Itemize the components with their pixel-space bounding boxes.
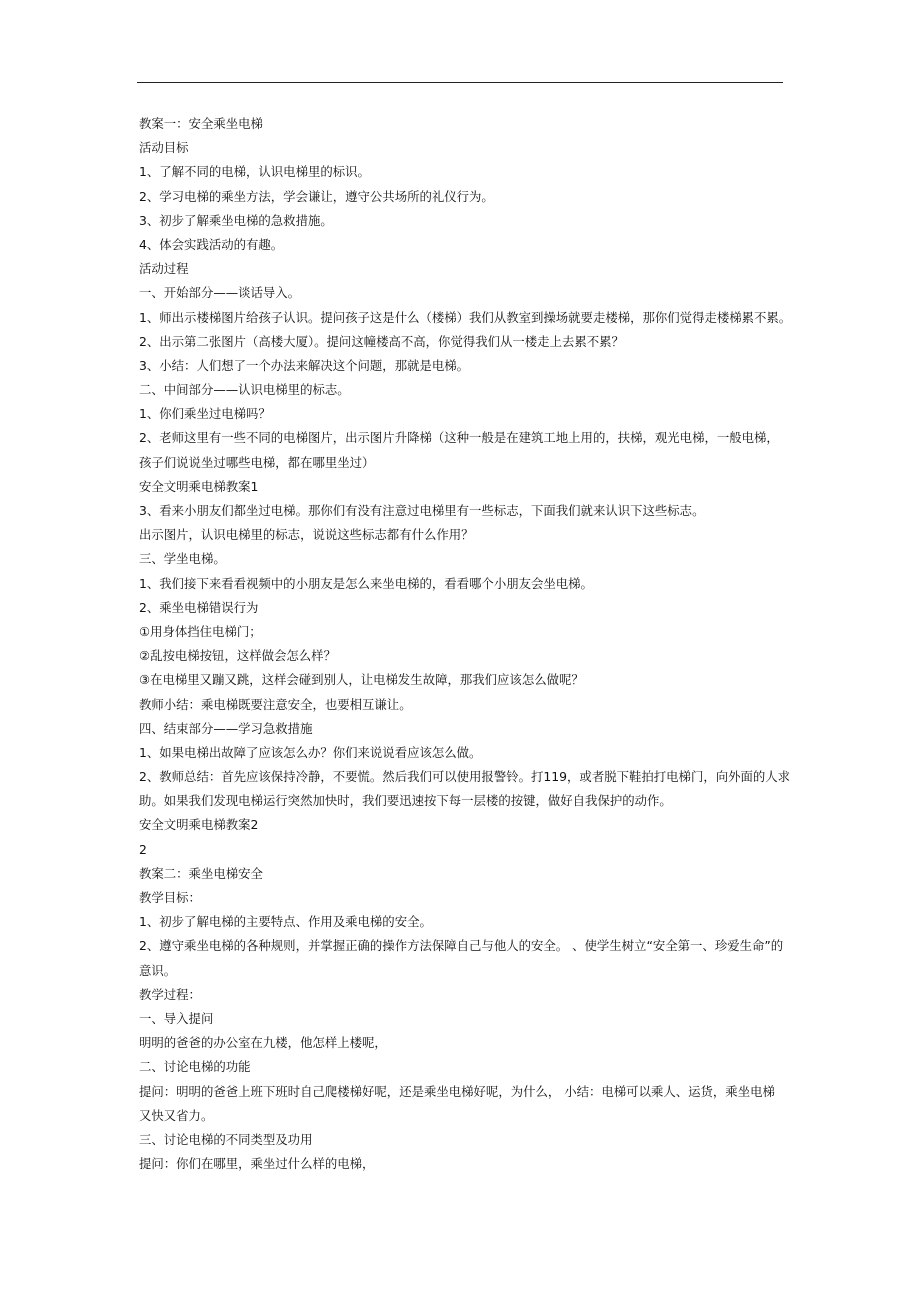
doc-line: 出示图片，认识电梯里的标志，说说这些标志都有什么作用？	[139, 527, 474, 543]
doc-line: 2、乘坐电梯错误行为	[139, 599, 259, 615]
doc-line: 二、讨论电梯的功能	[139, 1059, 251, 1075]
doc-line: 提问：你们在哪里，乘坐过什么样的电梯，	[139, 1156, 375, 1172]
doc-line: 四、结束部分——学习急救措施	[139, 720, 313, 736]
doc-line: 提问：明明的爸爸上班下班时自己爬楼梯好呢，还是乘坐电梯好呢，为什么， 小结：电梯可以乘人、运货，乘坐电梯	[139, 1083, 775, 1099]
doc-line: 孩子们说说坐过哪些电梯，都在哪里坐过）	[139, 454, 375, 470]
doc-line: 3、看来小朋友们都坐过电梯。那你们有没有注意过电梯里有一些标志，下面我们就来认识下这些标志。	[139, 503, 705, 518]
doc-line: 1、师出示楼梯图片给孩子认识。提问孩子这是什么（楼梯）我们从教室到操场就要走楼梯，那你们觉得走楼梯累不累。	[139, 309, 792, 325]
doc-line: 3、初步了解乘坐电梯的急救措施。	[139, 212, 333, 228]
doc-line: 2、遵守乘坐电梯的各种规则，并掌握正确的操作方法保障自己与他人的安全。 、使学生树立“安全第一、珍爱生命”的	[139, 938, 784, 954]
doc-line: 3、小结：人们想了一个办法来解决这个问题，那就是电梯。	[139, 357, 470, 373]
doc-line: 2、学习电梯的乘坐方法，学会谦让，遵守公共场所的礼仪行为。	[139, 188, 494, 204]
doc-line: ③在电梯里又蹦又跳，这样会碰到别人，让电梯发生故障，那我们应该怎么做呢？	[139, 672, 584, 688]
doc-line: 1、如果电梯出故障了应该怎么办？你们来说说看应该怎么做。	[139, 744, 482, 760]
doc-line: 2、教师总结：首先应该保持冷静，不要慌。然后我们可以使用报警铃。打119，或者脱下鞋拍打电梯门，向外面的人求	[139, 769, 791, 785]
doc-line: 1、了解不同的电梯，认识电梯里的标识。	[139, 164, 370, 180]
doc-line: 2	[139, 841, 147, 857]
doc-line: 1、我们接下来看看视频中的小朋友是怎么来坐电梯的，看看哪个小朋友会坐电梯。	[139, 575, 593, 591]
doc-line: 明明的爸爸的办公室在九楼，他怎样上楼呢，	[139, 1035, 387, 1051]
doc-line: ②乱按电梯按钮，这样做会怎么样？	[139, 648, 336, 664]
doc-line: 1、你们乘坐过电梯吗？	[139, 406, 271, 422]
doc-line: 2、出示第二张图片（高楼大厦）。提问这幢楼高不高，你觉得我们从一楼走上去累不累？	[139, 333, 624, 349]
doc-line: 活动过程	[139, 261, 189, 277]
doc-line: 三、讨论电梯的不同类型及功用	[139, 1131, 313, 1147]
doc-line: ①用身体挡住电梯门；	[139, 623, 262, 639]
doc-line: 意识。	[139, 962, 177, 978]
doc-line: 教案一：安全乘坐电梯	[139, 116, 263, 131]
doc-line: 二、中间部分——认识电梯里的标志。	[139, 382, 350, 398]
doc-line: 教师小结：乘电梯既要注意安全，也要相互谦让。	[139, 696, 412, 712]
doc-line: 1、初步了解电梯的主要特点、作用及乘电梯的安全。	[139, 914, 432, 930]
doc-line: 教学过程：	[139, 986, 201, 1002]
header-rule	[137, 82, 783, 83]
doc-line: 三、学坐电梯。	[139, 551, 226, 567]
doc-line: 又快又省力。	[139, 1107, 214, 1123]
doc-line: 一、导入提问	[139, 1010, 214, 1026]
document-body	[139, 112, 792, 1176]
doc-line: 一、开始部分——谈话导入。	[139, 285, 301, 301]
doc-line: 2、老师这里有一些不同的电梯图片，出示图片升降梯（这种一般是在建筑工地上用的，扶梯，观光电梯，一般电梯，	[139, 430, 779, 446]
doc-line: 助。如果我们发现电梯运行突然加快时，我们要迅速按下每一层楼的按键，做好自我保护的动作。	[139, 793, 672, 809]
doc-line: 安全文明乘电梯教案1	[139, 478, 259, 494]
doc-line: 4、体会实践活动的有趣。	[139, 236, 284, 252]
doc-line: 教案二：乘坐电梯安全	[139, 865, 263, 881]
doc-line: 活动目标	[139, 140, 189, 156]
doc-line: 安全文明乘电梯教案2	[139, 817, 259, 833]
doc-line: 教学目标：	[139, 890, 201, 905]
